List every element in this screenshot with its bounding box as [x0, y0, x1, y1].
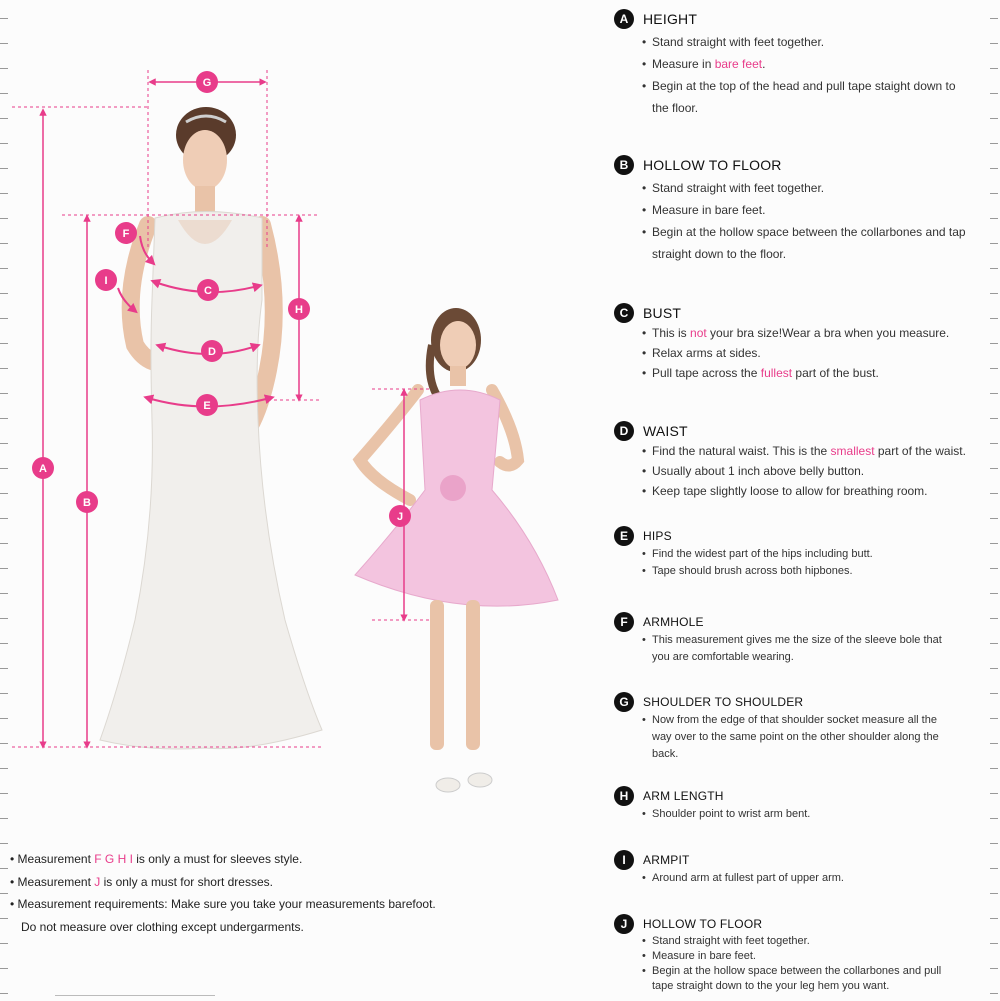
marker-b	[76, 491, 98, 513]
section-bust	[614, 303, 994, 383]
bullet: • Find the natural waist. This is the smallest part of the waist.	[642, 441, 994, 461]
ruler-tick	[0, 993, 8, 994]
marker-c	[197, 279, 219, 301]
ruler-tick	[990, 293, 998, 294]
badge-d-icon: D	[614, 421, 634, 441]
section-title: WAIST	[643, 423, 688, 439]
section-height	[614, 9, 994, 119]
badge-a-icon: A	[614, 9, 634, 29]
badge-i-icon: I	[614, 850, 634, 870]
svg-text:H: H	[295, 304, 303, 316]
section-title: ARM LENGTH	[643, 789, 724, 803]
section-hips	[614, 526, 994, 580]
badge-c-icon: C	[614, 303, 634, 323]
bullet: • Usually about 1 inch above belly button.	[642, 461, 994, 481]
bullet: • Measure in bare feet.	[642, 949, 994, 964]
section-title: ARMHOLE	[643, 615, 704, 629]
ruler-tick	[990, 268, 998, 269]
bullet: • Measure in bare feet.	[642, 199, 994, 221]
section-title: HEIGHT	[643, 11, 698, 27]
svg-text:I: I	[104, 275, 108, 287]
bullet: • Stand straight with feet together.	[642, 934, 994, 949]
badge-b-icon: B	[614, 155, 634, 175]
bullet: • Begin at the hollow space between the collarbones and pull tape straight down to the your leg hem you want.	[642, 964, 994, 994]
section-title: SHOULDER TO SHOULDER	[643, 695, 804, 709]
section-waist	[614, 421, 994, 501]
bullet: • Stand straight with feet together.	[642, 31, 994, 53]
ruler-tick	[990, 668, 998, 669]
section-armpit	[614, 850, 994, 887]
note-clothing: Do not measure over clothing except undergarments.	[21, 919, 304, 934]
bullet: • Pull tape across the fullest part of the bust.	[642, 363, 994, 383]
bullet: • Begin at the hollow space between the collarbones and tap straight down to the floor.	[642, 221, 994, 265]
bullet: • Find the widest part of the hips including butt.	[642, 546, 994, 563]
ruler-tick	[990, 143, 998, 144]
section-shoulder	[614, 692, 994, 763]
note-sleeves: • Measurement F G H I is only a must for sleeves style.	[10, 852, 303, 866]
bullet: • This is not your bra size!Wear a bra when you measure.	[642, 323, 994, 343]
marker-a	[32, 457, 54, 479]
ruler-tick	[0, 918, 8, 919]
svg-text:J: J	[396, 511, 404, 523]
bullet: • Stand straight with feet together.	[642, 177, 994, 199]
badge-g-icon: G	[614, 692, 634, 712]
bullet: • Begin at the top of the head and pull tape staight down to the floor.	[642, 75, 994, 119]
section-title: BUST	[643, 305, 682, 321]
ruler-tick	[990, 768, 998, 769]
ruler-tick	[990, 843, 998, 844]
bullet: • Around arm at fullest part of upper arm.	[642, 870, 994, 887]
badge-f-icon: F	[614, 612, 634, 632]
badge-j-icon: J	[614, 914, 634, 934]
section-hollow-to-floor-short	[614, 914, 994, 994]
badge-h-icon: H	[614, 786, 634, 806]
section-armhole	[614, 612, 994, 666]
bullet: • Relax arms at sides.	[642, 343, 994, 363]
ruler-tick	[990, 393, 998, 394]
short-dress-figure	[355, 308, 558, 792]
marker-e	[196, 394, 218, 416]
note-short-dresses: • Measurement J is only a must for short dresses.	[10, 874, 273, 889]
bullet: • Now from the edge of that shoulder socket measure all the way over to the same point on the other shoulder along the back.	[642, 712, 994, 763]
ruler-tick	[990, 518, 998, 519]
svg-text:B: B	[83, 497, 91, 509]
svg-text:C: C	[204, 285, 212, 297]
marker-g	[196, 71, 218, 93]
bottom-divider	[55, 995, 215, 1001]
svg-text:F: F	[122, 228, 130, 240]
ruler-tick	[0, 943, 8, 944]
ruler-tick	[990, 893, 998, 894]
ruler-tick	[0, 893, 8, 894]
bullet: • Tape should brush across both hipbones.	[642, 563, 994, 580]
ruler-tick	[990, 418, 998, 419]
svg-text:D: D	[208, 346, 216, 358]
badge-e-icon: E	[614, 526, 634, 546]
section-hollow-to-floor	[614, 155, 994, 265]
bullet: • Shoulder point to wrist arm bent.	[642, 806, 994, 823]
marker-j	[389, 505, 411, 527]
section-title: HOLLOW TO FLOOR	[643, 917, 763, 931]
note-requirements: • Measurement requirements: Make sure you take your measurements barefoot.	[10, 897, 436, 911]
svg-text:E: E	[203, 400, 211, 412]
section-title: ARMPIT	[643, 853, 690, 867]
ruler-tick	[0, 968, 8, 969]
marker-h	[288, 298, 310, 320]
section-title: HOLLOW TO FLOOR	[643, 157, 782, 173]
section-arm-length	[614, 786, 994, 823]
bullet: • Measure in bare feet.	[642, 53, 994, 75]
marker-f	[115, 222, 137, 244]
marker-i	[95, 269, 117, 291]
section-title: HIPS	[643, 529, 672, 543]
svg-text:A: A	[39, 463, 47, 475]
bullet: • Keep tape slightly loose to allow for breathing room.	[642, 481, 994, 501]
marker-d	[201, 340, 223, 362]
bride-figure	[100, 107, 322, 749]
ruler-tick	[0, 868, 8, 869]
ruler-tick	[990, 593, 998, 594]
measurement-notes	[10, 848, 510, 938]
bullet: • This measurement gives me the size of the sleeve bole that you are comfortable wearing.	[642, 632, 994, 666]
svg-text:G: G	[202, 77, 212, 89]
